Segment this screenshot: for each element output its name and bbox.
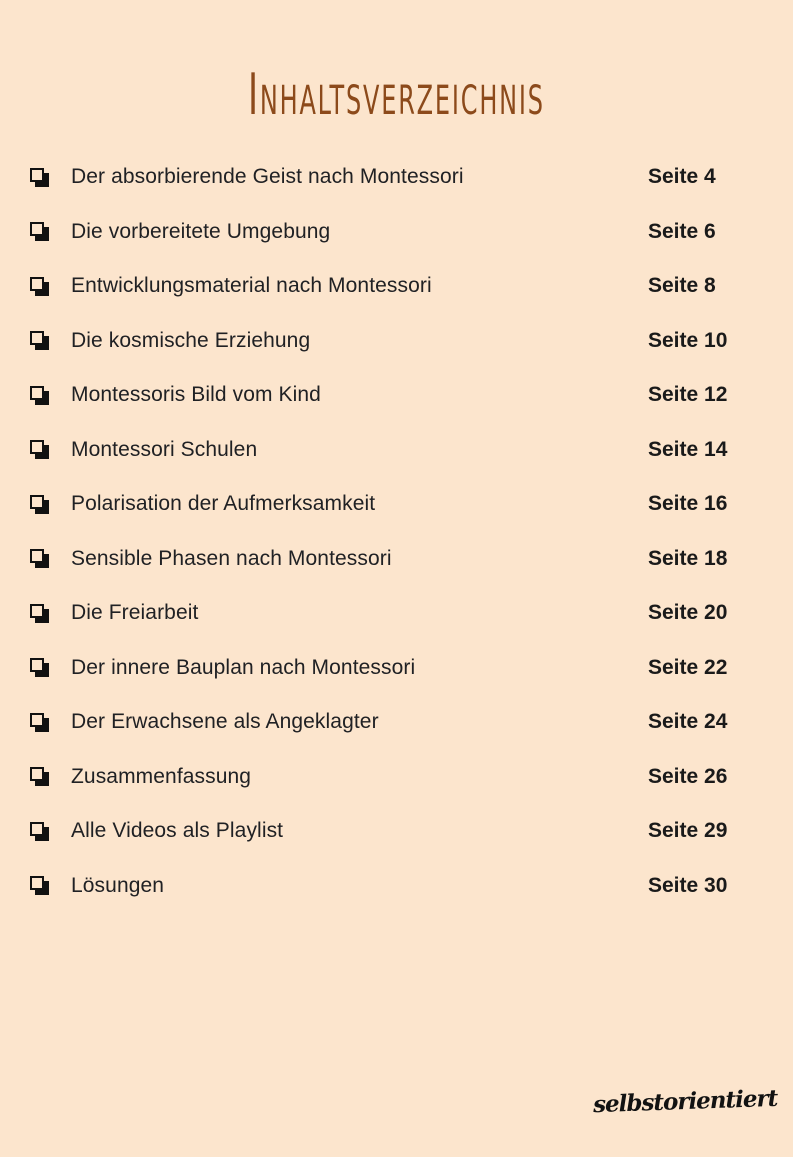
checkbox-bullet-icon (30, 876, 49, 895)
toc-item-page: Seite 29 (648, 819, 728, 843)
checkbox-bullet-icon (30, 658, 49, 677)
checkbox-front (30, 658, 44, 672)
checkbox-front (30, 495, 44, 509)
toc-row (0, 150, 793, 205)
toc-item-label: Der Erwachsene als Angeklagter (71, 710, 379, 734)
toc-item-label: Die kosmische Erziehung (71, 328, 311, 352)
toc-row (0, 368, 793, 423)
toc-item-page: Seite 20 (648, 601, 728, 625)
toc-page (0, 62, 793, 1157)
toc-item-label: Der absorbierende Geist nach Montessori (71, 165, 464, 189)
checkbox-front (30, 331, 44, 345)
checkbox-front (30, 386, 44, 400)
checkbox-bullet-icon (30, 767, 49, 786)
toc-item-page: Seite 6 (648, 219, 716, 243)
toc-item-label: Alle Videos als Playlist (71, 819, 284, 843)
toc-row (0, 641, 793, 696)
checkbox-bullet-icon (30, 331, 49, 350)
toc-row (0, 259, 793, 314)
toc-row (0, 859, 793, 914)
checkbox-front (30, 277, 44, 291)
toc-item-page: Seite 8 (648, 274, 716, 298)
checkbox-front (30, 549, 44, 563)
toc-row (0, 205, 793, 260)
toc-item-label: Der innere Bauplan nach Montessori (71, 655, 416, 679)
checkbox-bullet-icon (30, 277, 49, 296)
checkbox-front (30, 713, 44, 727)
selbstorientiert-logo: selbstorientiert (592, 1084, 778, 1119)
toc-item-page: Seite 24 (648, 710, 728, 734)
toc-item-page: Seite 4 (648, 165, 716, 189)
toc-item-label: Entwicklungsmaterial nach Montessori (71, 274, 432, 298)
toc-item-page: Seite 14 (648, 437, 728, 461)
toc-item-label: Montessoris Bild vom Kind (71, 383, 321, 407)
checkbox-bullet-icon (30, 495, 49, 514)
toc-item-label: Zusammenfassung (71, 764, 252, 788)
checkbox-front (30, 822, 44, 836)
checkbox-bullet-icon (30, 713, 49, 732)
toc-item-label: Montessori Schulen (71, 437, 258, 461)
toc-item-label: Die Freiarbeit (71, 601, 199, 625)
page-title: Inhaltsverzeichnis (248, 62, 545, 128)
toc-row (0, 586, 793, 641)
checkbox-bullet-icon (30, 549, 49, 568)
title-wrap (0, 62, 793, 128)
toc-item-label: Die vorbereitete Umgebung (71, 219, 331, 243)
toc-row (0, 695, 793, 750)
toc-item-page: Seite 18 (648, 546, 728, 570)
toc-item-page: Seite 22 (648, 655, 728, 679)
checkbox-bullet-icon (30, 168, 49, 187)
toc-item-label: Lösungen (71, 873, 165, 897)
toc-list (0, 150, 793, 913)
toc-item-page: Seite 10 (648, 328, 728, 352)
checkbox-front (30, 440, 44, 454)
toc-row (0, 423, 793, 478)
checkbox-front (30, 604, 44, 618)
checkbox-bullet-icon (30, 222, 49, 241)
toc-row (0, 804, 793, 859)
toc-row (0, 750, 793, 805)
toc-item-label: Polarisation der Aufmerksamkeit (71, 492, 376, 516)
checkbox-bullet-icon (30, 440, 49, 459)
checkbox-front (30, 876, 44, 890)
checkbox-bullet-icon (30, 386, 49, 405)
toc-row (0, 477, 793, 532)
checkbox-front (30, 767, 44, 781)
toc-item-page: Seite 16 (648, 492, 728, 516)
toc-row (0, 314, 793, 369)
toc-item-page: Seite 30 (648, 873, 728, 897)
checkbox-bullet-icon (30, 604, 49, 623)
checkbox-bullet-icon (30, 822, 49, 841)
checkbox-front (30, 168, 44, 182)
toc-item-page: Seite 12 (648, 383, 728, 407)
checkbox-front (30, 222, 44, 236)
toc-item-page: Seite 26 (648, 764, 728, 788)
toc-row (0, 532, 793, 587)
toc-item-label: Sensible Phasen nach Montessori (71, 546, 392, 570)
